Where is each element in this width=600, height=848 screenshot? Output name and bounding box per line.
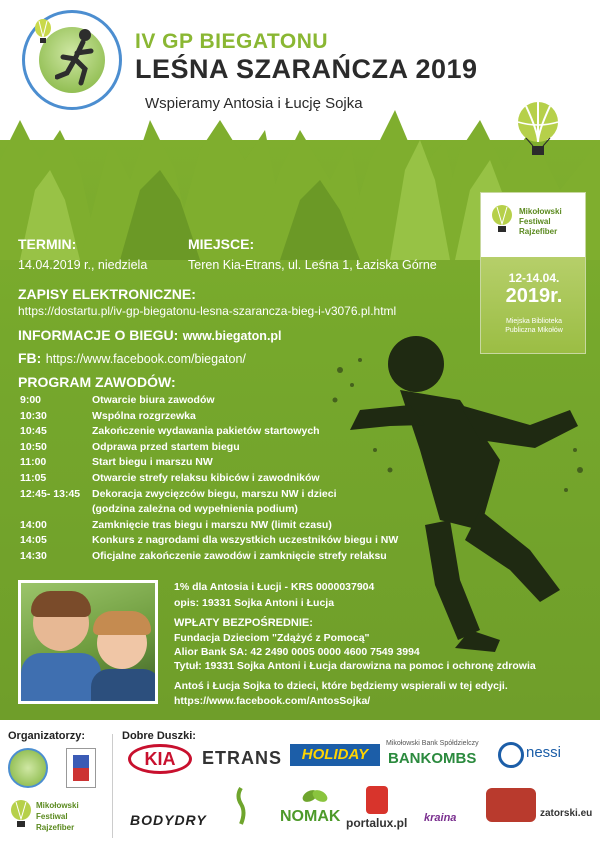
organizer-crest-logo <box>66 748 96 788</box>
runner-silhouette <box>330 330 590 660</box>
program-time: 10:50 <box>20 440 47 453</box>
runner-logo-icon <box>55 27 105 87</box>
sponsor-bodydry: BODYDRY <box>130 812 207 828</box>
program-description: Konkurs z nagrodami dla wszystkich uczestników biegu i NW <box>92 534 399 547</box>
sponsor-holiday: HOLIDAY <box>290 744 380 766</box>
sponsor-portalux: portalux.pl <box>346 816 408 830</box>
program-description: Wspólna rozgrzewka <box>92 409 196 422</box>
about-text: Antoś i Łucja Sojka to dzieci, które będziemy wspierali w tej edycji. <box>174 680 508 692</box>
tytul-text: Tytuł: 19331 Sojka Antoni i Łucja darowizna na pomoc i ochronę zdrowia <box>174 660 536 672</box>
program-description: Otwarcie strefy relaksu kibiców i zawodników <box>92 472 320 484</box>
festival-balloon-icon <box>491 205 513 233</box>
sponsor-nessi-icon <box>498 742 524 768</box>
termin-value: 14.04.2019 r., niedziela <box>18 258 148 272</box>
program-description: Otwarcie biura zawodów <box>92 394 215 406</box>
program-description: Odprawa przed startem biegu <box>92 440 240 453</box>
program-time: 14:30 <box>20 550 47 562</box>
program-row <box>20 394 215 406</box>
festival-place: Miejska Biblioteka Publiczna Mikołów <box>505 318 563 334</box>
sponsor-kraina: kraina <box>424 812 457 824</box>
program-row <box>20 550 387 562</box>
program-row <box>20 534 398 546</box>
fb-label: FB: <box>18 350 42 366</box>
sponsor-spine-icon <box>232 786 250 826</box>
festival-name: Mikołowski Festiwal Rajzefiber <box>519 207 562 236</box>
program-row <box>20 441 240 453</box>
program-description: (godzina zależna od wypełnienia podium) <box>92 503 298 516</box>
program-description: Zakończenie wydawania pakietów startowych <box>92 425 320 438</box>
program-time: 11:05 <box>20 472 47 484</box>
fb-link[interactable]: https://www.facebook.com/biegaton/ <box>45 352 246 366</box>
hot-air-balloon-icon <box>516 102 560 156</box>
wplaty-label: WPŁATY BEZPOŚREDNIE: <box>174 617 313 629</box>
bank-text: Alior Bank SA: 42 2490 0005 0000 4600 7549 3994 <box>174 646 420 658</box>
program-time: 10:30 <box>20 409 47 422</box>
sponsor-kia: KIA <box>128 744 192 774</box>
program-description: Zamknięcie tras biegu i marszu NW (limit czasu) <box>92 518 332 531</box>
organizer-biegaton-logo <box>8 748 48 788</box>
program-row <box>20 472 320 484</box>
program-time: 14:05 <box>20 534 47 547</box>
fb-row <box>18 350 246 368</box>
sponsor-bankombs: BANKOMBS <box>388 750 477 767</box>
sponsors-label: Dobre Duszki: <box>122 730 196 742</box>
program-time: 11:00 <box>20 456 47 469</box>
event-title-line1: IV GP BIEGATONU <box>135 30 329 53</box>
termin-label: TERMIN: <box>18 236 77 252</box>
sponsor-nomak-leaf-icon <box>300 784 330 806</box>
kids-photo <box>18 580 158 704</box>
sponsor-zatorski: zatorski.eu <box>540 808 593 819</box>
zapisy-label: ZAPISY ELEKTRONICZNE: <box>18 286 196 302</box>
sponsor-nomak: NOMAK <box>280 808 341 825</box>
biegaton-logo <box>22 10 122 110</box>
opis-text: opis: 19331 Sojka Antoni i Łucja <box>174 597 335 609</box>
program-description: Oficjalne zakończenie zawodów i zamknięcie strefy relaksu <box>92 550 387 562</box>
footer-divider <box>112 734 113 838</box>
program-time: 12:45- 13:45 <box>20 487 81 500</box>
program-time: 10:45 <box>20 425 47 438</box>
informacje-link[interactable]: www.biegaton.pl <box>182 329 282 343</box>
program-row <box>20 519 332 531</box>
sponsor-portalux-icon <box>366 786 388 814</box>
miejsce-value: Teren Kia-Etrans, ul. Leśna 1, Łaziska Górne <box>188 258 437 272</box>
informacje-label: INFORMACJE O BIEGU: <box>18 327 179 343</box>
sponsor-nessi: nessi <box>526 744 562 761</box>
sponsor-badge-icon <box>486 788 536 822</box>
sponsor-mbs-name: Mikołowski Bank Spółdzielczy <box>386 740 479 747</box>
program-row <box>20 503 298 515</box>
festival-dates: 12-14.04. <box>508 271 560 285</box>
informacje-row <box>18 327 282 345</box>
zapisy-link[interactable]: https://dostartu.pl/iv-gp-biegatonu-lesna-szarancza-bieg-i-v3076.pl.html <box>18 304 397 318</box>
program-row <box>20 425 320 437</box>
balloon-icon <box>33 19 53 45</box>
organizer-festival-balloon-icon <box>10 800 32 828</box>
program-row <box>20 488 337 500</box>
program-description: Start biegu i marszu NW <box>92 456 213 469</box>
organizers-label: Organizatorzy: <box>8 730 86 742</box>
event-subtitle: Wspieramy Antosia i Łucję Sojka <box>145 95 363 112</box>
miejsce-label: MIEJSCE: <box>188 236 255 252</box>
program-time: 14:00 <box>20 518 47 531</box>
program-label: PROGRAM ZAWODÓW: <box>18 374 176 390</box>
program-row <box>20 456 213 468</box>
program-row <box>20 410 196 422</box>
program-description: Dekoracja zwycięzców biegu, marszu NW i dzieci <box>92 487 337 500</box>
program-time: 9:00 <box>20 394 42 406</box>
festival-year: 2019r. <box>505 285 563 307</box>
event-title-line2: LEŚNA SZARAŃCZA 2019 <box>135 54 478 84</box>
krs-text: 1% dla Antosia i Łucji - KRS 0000037904 <box>174 581 375 593</box>
sponsor-etrans: ETRANS <box>202 748 283 768</box>
fundacja-text: Fundacja Dzieciom "Zdążyć z Pomocą" <box>174 632 370 644</box>
organizer-festival-name: Mikołowski Festiwal Rajzefiber <box>36 801 79 832</box>
antos-fb-link[interactable]: https://www.facebook.com/AntosSojka/ <box>174 695 371 707</box>
